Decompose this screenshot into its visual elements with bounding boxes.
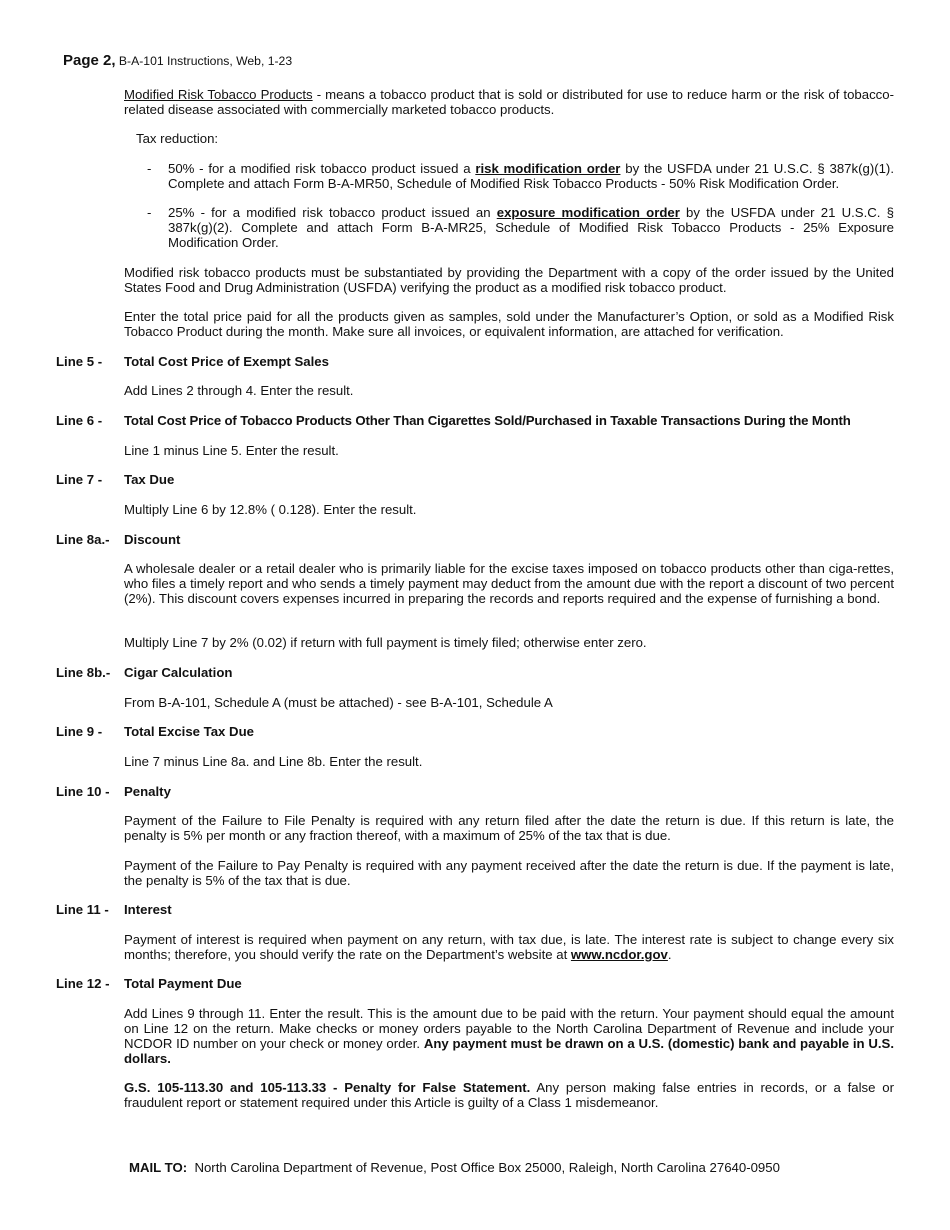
- mail-to: [129, 1160, 780, 1175]
- mrtp-definition-text: - means a tobacco product that is sold or distributed for use to reduce harm or the risk of tobacco-related disease associated with commercially marketed tobacco products.: [124, 87, 894, 117]
- bullet-dash: -: [147, 161, 152, 176]
- bullet-dash: -: [147, 205, 152, 220]
- line-11-text: [124, 932, 894, 962]
- bullet-exposure-modification: [168, 205, 894, 250]
- line-8a-label: Line 8a.-: [56, 532, 110, 547]
- line-7-label: Line 7 -: [56, 472, 103, 487]
- line-7-text: Multiply Line 6 by 12.8% ( 0.128). Enter the result.: [124, 502, 417, 517]
- line-8a-text-2: Multiply Line 7 by 2% (0.02) if return with full payment is timely filed; otherwise enter zero.: [124, 635, 647, 650]
- bullet-text: by the USFDA under 21 U.S.C. § 387k(g)(2). Complete and attach Form B-A-MR25, Schedule of Modified Risk Tobacco Products - 25% Exposure Modification Order.: [168, 205, 894, 250]
- line-12-title: Total Payment Due: [124, 976, 242, 991]
- website-link[interactable]: www.ncdor.gov: [570, 947, 668, 962]
- false-statement-heading: G.S. 105-113.30 and 105-113.33 - Penalty for False Statement.: [124, 1080, 531, 1095]
- line-5-title: Total Cost Price of Exempt Sales: [124, 354, 329, 369]
- line-8b-title: Cigar Calculation: [124, 665, 233, 680]
- line-6-title: Total Cost Price of Tobacco Products Other Than Cigarettes Sold/Purchased in Taxable Transactions During the Month: [124, 413, 851, 428]
- line-9-title: Total Excise Tax Due: [124, 724, 254, 739]
- line-11-end: .: [667, 947, 672, 962]
- line-10-text: Payment of the Failure to File Penalty is required with any return filed after the date the return is due. If this return is late, the penalty is 5% per month or any fraction thereof, with a maximum of 25% of the tax that is due.: [124, 813, 894, 843]
- line-6-text: Line 1 minus Line 5. Enter the result.: [124, 443, 339, 458]
- bullet-emphasis: exposure modification order: [496, 205, 680, 220]
- document-id: B-A-101 Instructions, Web, 1-23: [118, 54, 293, 68]
- bullet-text: 50% - for a modified risk tobacco product issued a: [168, 161, 476, 176]
- mrtp-term: Modified Risk Tobacco Products: [124, 87, 313, 102]
- line-5-label: Line 5 -: [56, 354, 103, 369]
- bullet-risk-modification: [168, 161, 894, 191]
- line-10-text-2: Payment of the Failure to Pay Penalty is required with any payment received after the date the return is due. If the payment is late, the penalty is 5% of the tax that is due.: [124, 858, 894, 888]
- bullet-emphasis: risk modification order: [475, 161, 621, 176]
- page-number: Page 2,: [63, 52, 116, 69]
- line-9-label: Line 9 -: [56, 724, 103, 739]
- line-5-text: Add Lines 2 through 4. Enter the result.: [124, 383, 354, 398]
- mail-to-address: North Carolina Department of Revenue, Post Office Box 25000, Raleigh, North Carolina 27640-0950: [194, 1160, 780, 1175]
- line-12-label: Line 12 -: [56, 976, 110, 991]
- line-8b-text: From B-A-101, Schedule A (must be attached) - see B-A-101, Schedule A: [124, 695, 553, 710]
- line-11-label: Line 11 -: [56, 902, 109, 917]
- substantiation-paragraph: Modified risk tobacco products must be substantiated by providing the Department with a copy of the order issued by the United States Food and Drug Administration (USFDA) verifying the product as a modified risk tobacco product.: [124, 265, 894, 295]
- line-10-label: Line 10 -: [56, 784, 110, 799]
- line-8a-title: Discount: [124, 532, 181, 547]
- line-11-title: Interest: [124, 902, 172, 917]
- false-statement-paragraph: [124, 1080, 894, 1110]
- line-6-label: Line 6 -: [56, 413, 103, 428]
- enter-total-paragraph: Enter the total price paid for all the products given as samples, sold under the Manufacturer’s Option, or sold as a Modified Risk Tobacco Product during the month. Make sure all invoices, or equivalent information, are attached for verification.: [124, 309, 894, 339]
- line-11-body: Payment of interest is required when payment on any return, with tax due, is late. The interest rate is subject to change every six months; therefore, you should verify the rate on the Department’s website at: [124, 932, 894, 962]
- line-7-title: Tax Due: [124, 472, 175, 487]
- line-10-title: Penalty: [124, 784, 171, 799]
- line-12-bold-note: Any payment must be drawn on a U.S. (domestic) bank and payable in U.S. dollars.: [124, 1036, 894, 1066]
- line-8a-text: A wholesale dealer or a retail dealer who is primarily liable for the excise taxes imposed on tobacco products other than ciga-rettes, who files a timely report and who sends a timely payment may deduct from the amount due with the report a discount of two percent (2%). This discount covers expenses incurred in preparing the records and reports required and the expense of furnishing a bond.: [124, 561, 894, 606]
- mail-to-label: MAIL TO:: [129, 1160, 188, 1175]
- page-header: [63, 53, 292, 69]
- bullet-text: 25% - for a modified risk tobacco product issued an: [168, 205, 497, 220]
- mrtp-definition: [124, 87, 894, 117]
- line-8b-label: Line 8b.-: [56, 665, 111, 680]
- false-statement-text: Any person making false entries in records, or a false or fraudulent report or statement required under this Article is guilty of a Class 1 misdemeanor.: [124, 1080, 894, 1110]
- line-9-text: Line 7 minus Line 8a. and Line 8b. Enter the result.: [124, 754, 423, 769]
- bullet-text: by the USFDA under 21 U.S.C. § 387k(g)(1). Complete and attach Form B-A-MR50, Schedule of Modified Risk Tobacco Products - 50% Risk Modification Order.: [168, 161, 894, 191]
- tax-reduction-label: Tax reduction:: [136, 131, 219, 146]
- line-12-text: [124, 1006, 894, 1066]
- line-12-body: Add Lines 9 through 11. Enter the result. This is the amount due to be paid with the return. Your payment should equal the amount on Line 12 on the return. Make checks or money orders payable to the North Carolina Department of Revenue and include your NCDOR ID number on your check or money order.: [124, 1006, 894, 1051]
